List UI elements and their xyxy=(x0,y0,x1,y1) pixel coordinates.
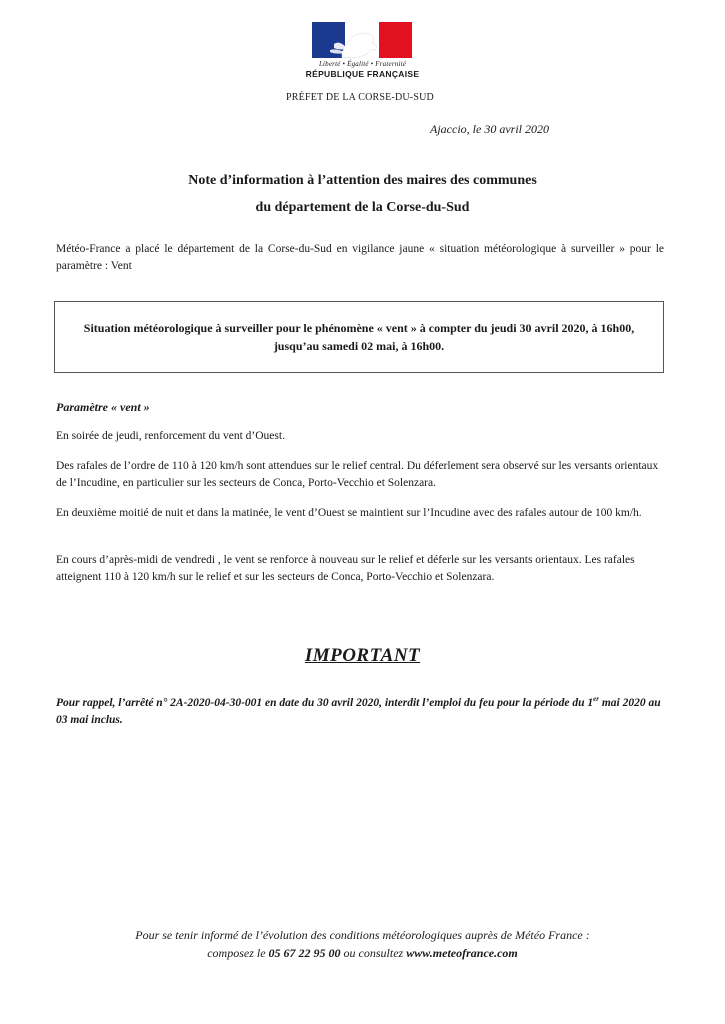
alert-box: Situation météorologique à surveiller pour le phénomène « vent » à compter du jeudi 30 avril 2020, à 16h00, jusqu’au samedi 02 mai, à 16h00. xyxy=(54,301,664,373)
important-note xyxy=(56,695,666,729)
document-date: Ajaccio, le 30 avril 2020 xyxy=(430,122,549,136)
website-link[interactable]: www.meteofrance.com xyxy=(406,946,518,960)
republic-name: RÉPUBLIQUE FRANÇAISE xyxy=(305,69,420,79)
intro-paragraph: Météo-France a placé le département de la Corse-du-Sud en vigilance jaune « situation météorologique à surveiller » pour le paramètre : Vent xyxy=(56,243,664,272)
republic-motto: Liberté • Égalité • Fraternité xyxy=(318,60,407,68)
section-heading: Paramètre « vent » xyxy=(56,400,150,414)
paragraph: En cours d’après-midi de vendredi , le vent se renforce à nouveau sur le relief et déferle sur les versants orientaux. Les rafales atteignent 110 à 120 km/h sur le relief et sur les secteurs de Conca, Porto-Vecchio et Solenzara. xyxy=(56,554,635,583)
ordinal-superscript: er xyxy=(593,695,599,704)
paragraph: En deuxième moitié de nuit et dans la matinée, le vent d’Ouest se maintient sur l’Incudine avec des rafales autour de 100 km/h. xyxy=(56,507,642,519)
document-title-line-1: Note d’information à l’attention des maires des communes xyxy=(188,173,537,188)
paragraph: Des rafales de l’ordre de 110 à 120 km/h sont attendues sur le relief central. Du déferlement sera observé sur les versants orientaux de l’Incudine, en particulier sur les secteurs de Conca, Porto-Vecchio et Solenzara. xyxy=(56,460,659,489)
prefecture-name: PRÉFET DE LA CORSE-DU-SUD xyxy=(286,92,434,103)
phone-number: 05 67 22 95 00 xyxy=(268,946,341,960)
important-heading: IMPORTANT xyxy=(304,645,421,666)
important-note-text-end: mai 2020 au 03 mai inclus. xyxy=(56,697,661,726)
footer-middle: ou consultez xyxy=(340,946,407,960)
paragraph: En soirée de jeudi, renforcement du vent d’Ouest. xyxy=(56,430,285,442)
important-note-text: Pour rappel, l’arrêté n° 2A-2020-04-30-001 en date du 30 avril 2020, interdit l’emploi du feu pour la période du 1 xyxy=(56,697,594,709)
document-title-line-2: du département de la Corse-du-Sud xyxy=(255,200,470,215)
footer-line-2 xyxy=(40,944,685,962)
footer-prefix: composez le xyxy=(207,946,269,960)
footer-line-1: Pour se tenir informé de l’évolution des conditions météorologiques auprès de Météo France : xyxy=(135,928,590,942)
